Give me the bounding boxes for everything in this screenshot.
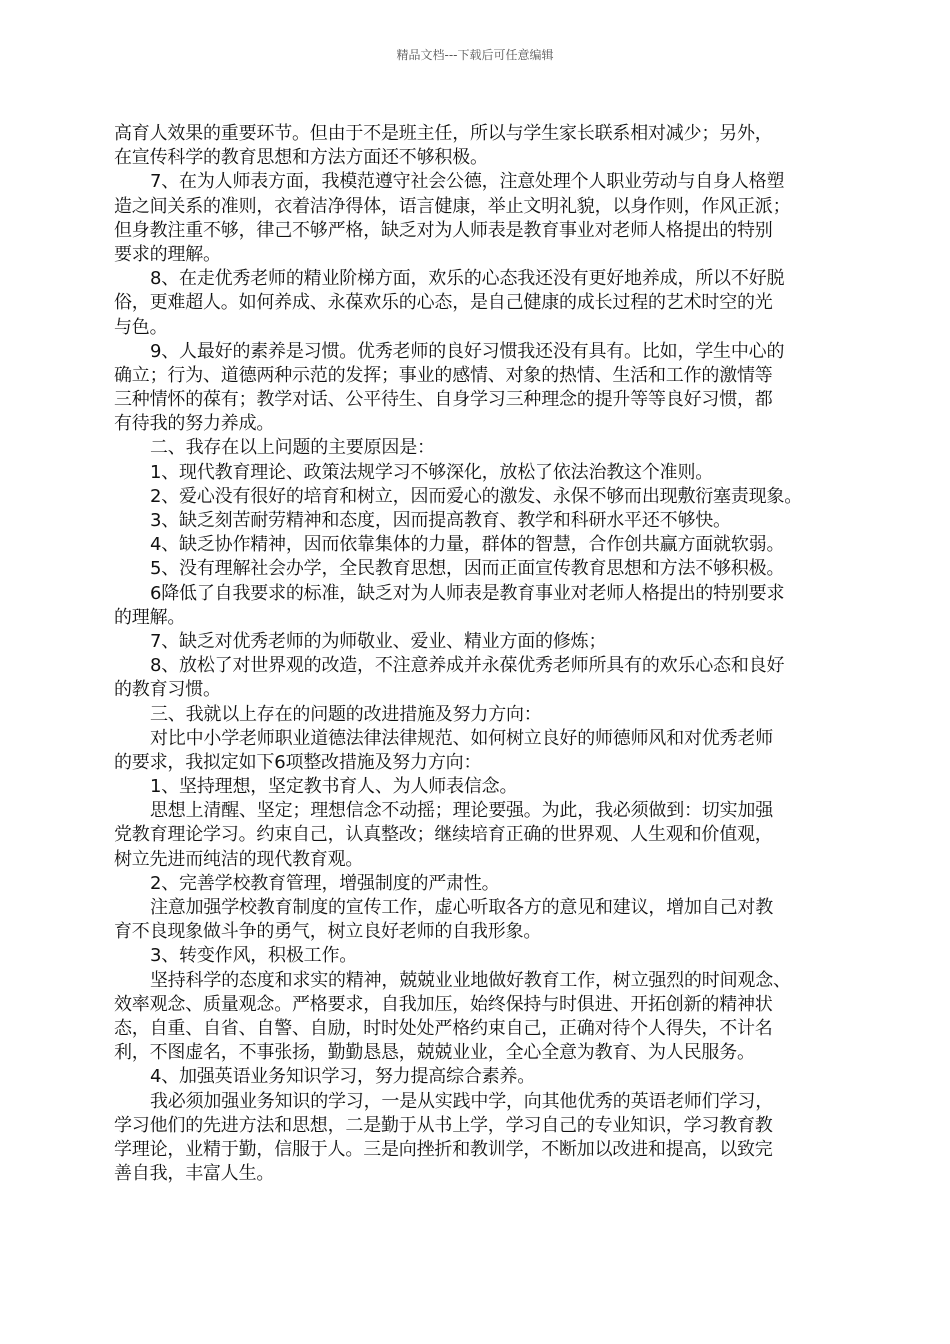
text-line: 但身教注重不够，律己不够严格，缺乏对为人师表是教育事业对老师人格提出的特别 <box>114 219 773 241</box>
text-line: 对比中小学老师职业道德法律法律规范、如何树立良好的师德师风和对优秀老师 <box>150 727 773 749</box>
text-line: 树立先进而纯洁的现代教育观。 <box>114 848 364 870</box>
text-line: 二、我存在以上问题的主要原因是： <box>150 437 435 459</box>
text-line: 三种情怀的葆有；教学对话、公平待生、自身学习三种理念的提升等等良好习惯，都 <box>114 389 773 411</box>
text-line: 思想上清醒、坚定；理想信念不动摇；理论要强。为此，我必须做到：切实加强 <box>150 800 773 822</box>
text-line: 的要求，我拟定如下6项整改措施及努力方向： <box>114 751 482 773</box>
text-line: 3、转变作风，积极工作。 <box>150 945 358 967</box>
text-line: 2、爱心没有很好的培育和树立，因而爱心的激发、永保不够而出现敷衍塞责现象。 <box>150 485 803 507</box>
text-line: 善自我，丰富人生。 <box>114 1163 275 1185</box>
text-line: 确立；行为、道德两种示范的发挥；事业的感情、对象的热情、生活和工作的激情等 <box>114 364 773 386</box>
text-line: 3、缺乏刻苦耐劳精神和态度，因而提高教育、教学和科研水平还不够快。 <box>150 510 731 531</box>
text-line: 5、没有理解社会办学，全民教育思想，因而正面宣传教育思想和方法不够积极。 <box>150 558 785 580</box>
text-line: 4、缺乏协作精神，因而依靠集体的力量，群体的智慧，合作创共赢方面就软弱。 <box>150 534 785 556</box>
text-line: 俗，更难超人。如何养成、永葆欢乐的心态，是自己健康的成长过程的艺术时空的光 <box>114 292 773 314</box>
text-line: 8、在走优秀老师的精业阶梯方面，欢乐的心态我还没有更好地养成，所以不好脱 <box>150 268 785 290</box>
page-header: 精品文档---下载后可任意编辑 <box>396 48 554 62</box>
text-line: 造之间关系的准则，衣着洁净得体，语言健康，举止文明礼貌，以身作则，作风正派； <box>114 195 791 217</box>
text-line: 育不良现象做斗争的勇气，树立良好老师的自我形象。 <box>114 921 542 943</box>
text-line: 1、坚持理想，坚定教书育人、为人师表信念。 <box>150 776 518 798</box>
text-line: 的理解。 <box>114 606 186 628</box>
text-line: 1、现代教育理论、政策法规学习不够深化，放松了依法治教这个准则。 <box>150 461 714 483</box>
text-line: 效率观念、质量观念。严格要求，自我加压，始终保持与时俱进、开拓创新的精神状 <box>114 993 773 1015</box>
text-line: 的教育习惯。 <box>114 679 221 701</box>
text-line: 三、我就以上存在的问题的改进措施及努力方向： <box>150 703 542 725</box>
text-line: 学理论，业精于勤，信服于人。三是向挫折和教训学，不断加以改进和提高，以致完 <box>114 1138 773 1160</box>
text-line: 4、加强英语业务知识学习，努力提高综合素养。 <box>150 1066 536 1088</box>
text-line: 利，不图虚名，不事张扬，勤勤恳恳，兢兢业业，全心全意为教育、为人民服务。 <box>114 1042 755 1064</box>
text-line: 7、缺乏对优秀老师的为师敬业、爱业、精业方面的修炼； <box>150 630 607 652</box>
text-line: 态，自重、自省、自警、自励，时时处处严格约束自己，正确对待个人得失，不计名 <box>114 1017 773 1039</box>
text-line: 注意加强学校教育制度的宣传工作，虚心听取各方的意见和建议，增加自己对教 <box>150 897 773 918</box>
text-line: 2、完善学校教育管理，增强制度的严肃性。 <box>150 872 500 894</box>
text-line: 7、在为人师表方面，我模范遵守社会公德，注意处理个人职业劳动与自身人格塑 <box>150 171 785 193</box>
document-body <box>114 122 840 1186</box>
text-line: 坚持科学的态度和求实的精神，兢兢业业地做好教育工作，树立强烈的时间观念、 <box>150 969 791 991</box>
text-line: 在宣传科学的教育思想和方法方面还不够积极。 <box>114 147 488 169</box>
text-line: 8、放松了对世界观的改造，不注意养成并永葆优秀老师所具有的欢乐心态和良好 <box>150 655 785 677</box>
text-line: 高育人效果的重要环节。但由于不是班主任，所以与学生家长联系相对减少；另外， <box>114 123 773 144</box>
text-line: 要求的理解。 <box>114 243 221 265</box>
text-line: 9、人最好的素养是习惯。优秀老师的良好习惯我还没有具有。比如，学生中心的 <box>150 340 785 362</box>
text-line: 有待我的努力养成。 <box>114 413 275 435</box>
text-line: 与色。 <box>114 316 168 338</box>
text-line: 学习他们的先进方法和思想，二是勤于从书上学，学习自己的专业知识，学习教育教 <box>114 1114 773 1136</box>
text-line: 6降低了自我要求的标准，缺乏对为人师表是教育事业对老师人格提出的特别要求 <box>150 582 785 604</box>
text-line: 党教育理论学习。约束自己，认真整改；继续培育正确的世界观、人生观和价值观， <box>114 824 773 846</box>
text-line: 我必须加强业务知识的学习，一是从实践中学，向其他优秀的英语老师们学习， <box>150 1090 773 1112</box>
